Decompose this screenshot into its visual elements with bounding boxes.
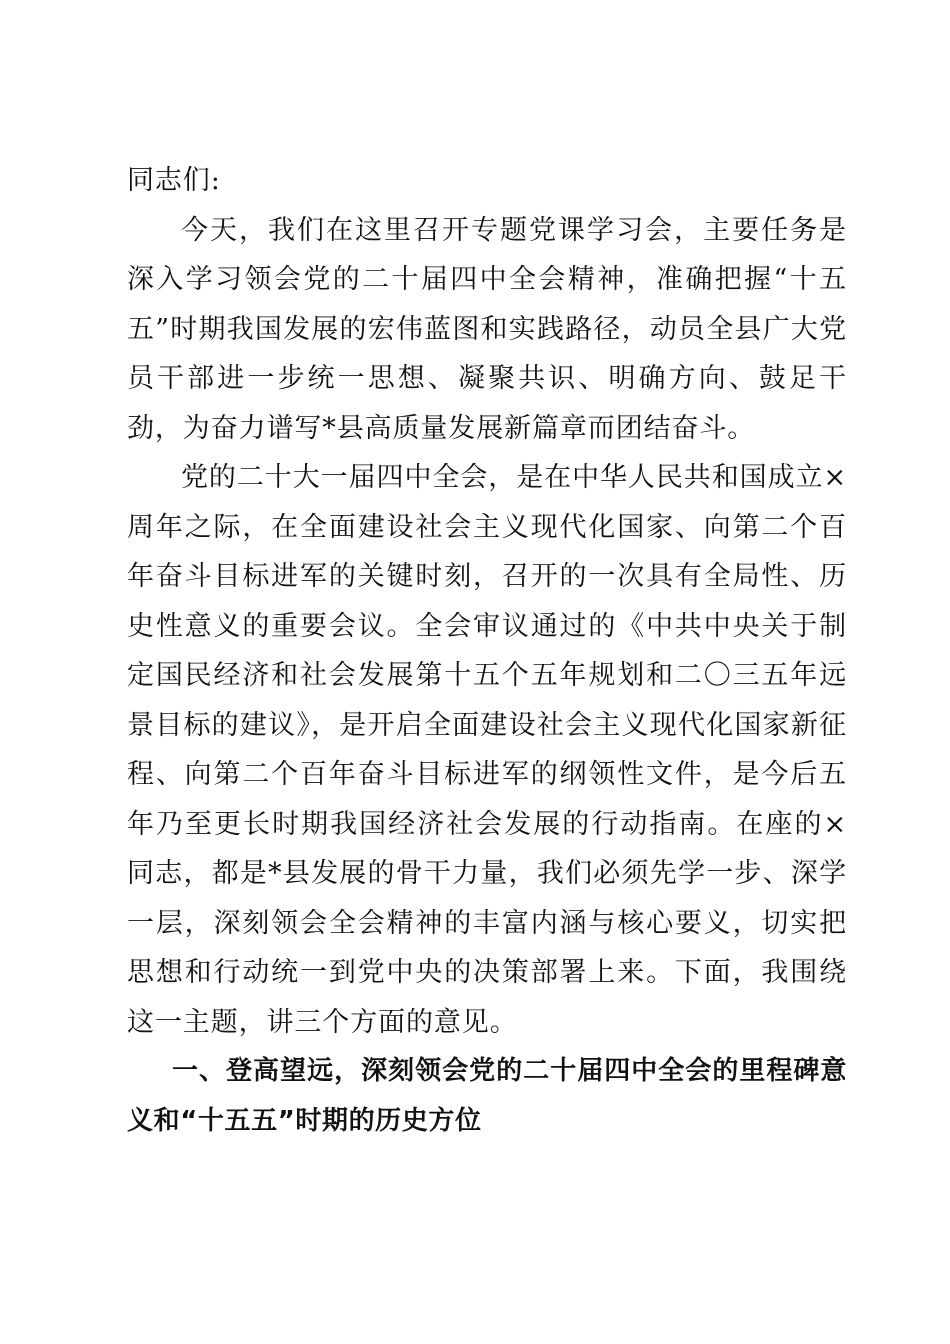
section-heading-1: 一、登高望远，深刻领会党的二十届四中全会的里程碑意义和“十五五”时期的历史方位 xyxy=(127,1056,847,1136)
document-body xyxy=(127,156,847,1146)
salutation: 同志们: xyxy=(127,165,221,196)
paragraph-intro: 今天，我们在这里召开专题党课学习会，主要任务是深入学习领会党的二十届四中全会精神，准确把握“十五五”时期我国发展的宏伟蓝图和实践路径，动员全县广大党员干部进一步统一思想、凝聚共识、明确方向、鼓足干劲，为奋力谱写*县高质量发展新篇章而团结奋斗。 xyxy=(127,214,847,444)
paragraph-plenum-significance: 党的二十大一届四中全会，是在中华人民共和国成立×周年之际，在全面建设社会主义现代化国家、向第二个百年奋斗目标进军的关键时刻，召开的一次具有全局性、历史性意义的重要会议。全会审议通过的《中共中央关于制定国民经济和社会发展第十五个五年规划和二〇三五年远景目标的建议》，是开启全面建设社会主义现代化国家新征程、向第二个百年奋斗目标进军的纲领性文件，是今后五年乃至更长时期我国经济社会发展的行动指南。在座的×同志，都是*县发展的骨干力量，我们必须先学一步、深学一层，深刻领会全会精神的丰富内涵与核心要义，切实把思想和行动统一到党中央的决策部署上来。下面，我围绕这一主题，讲三个方面的意见。 xyxy=(127,462,847,1038)
